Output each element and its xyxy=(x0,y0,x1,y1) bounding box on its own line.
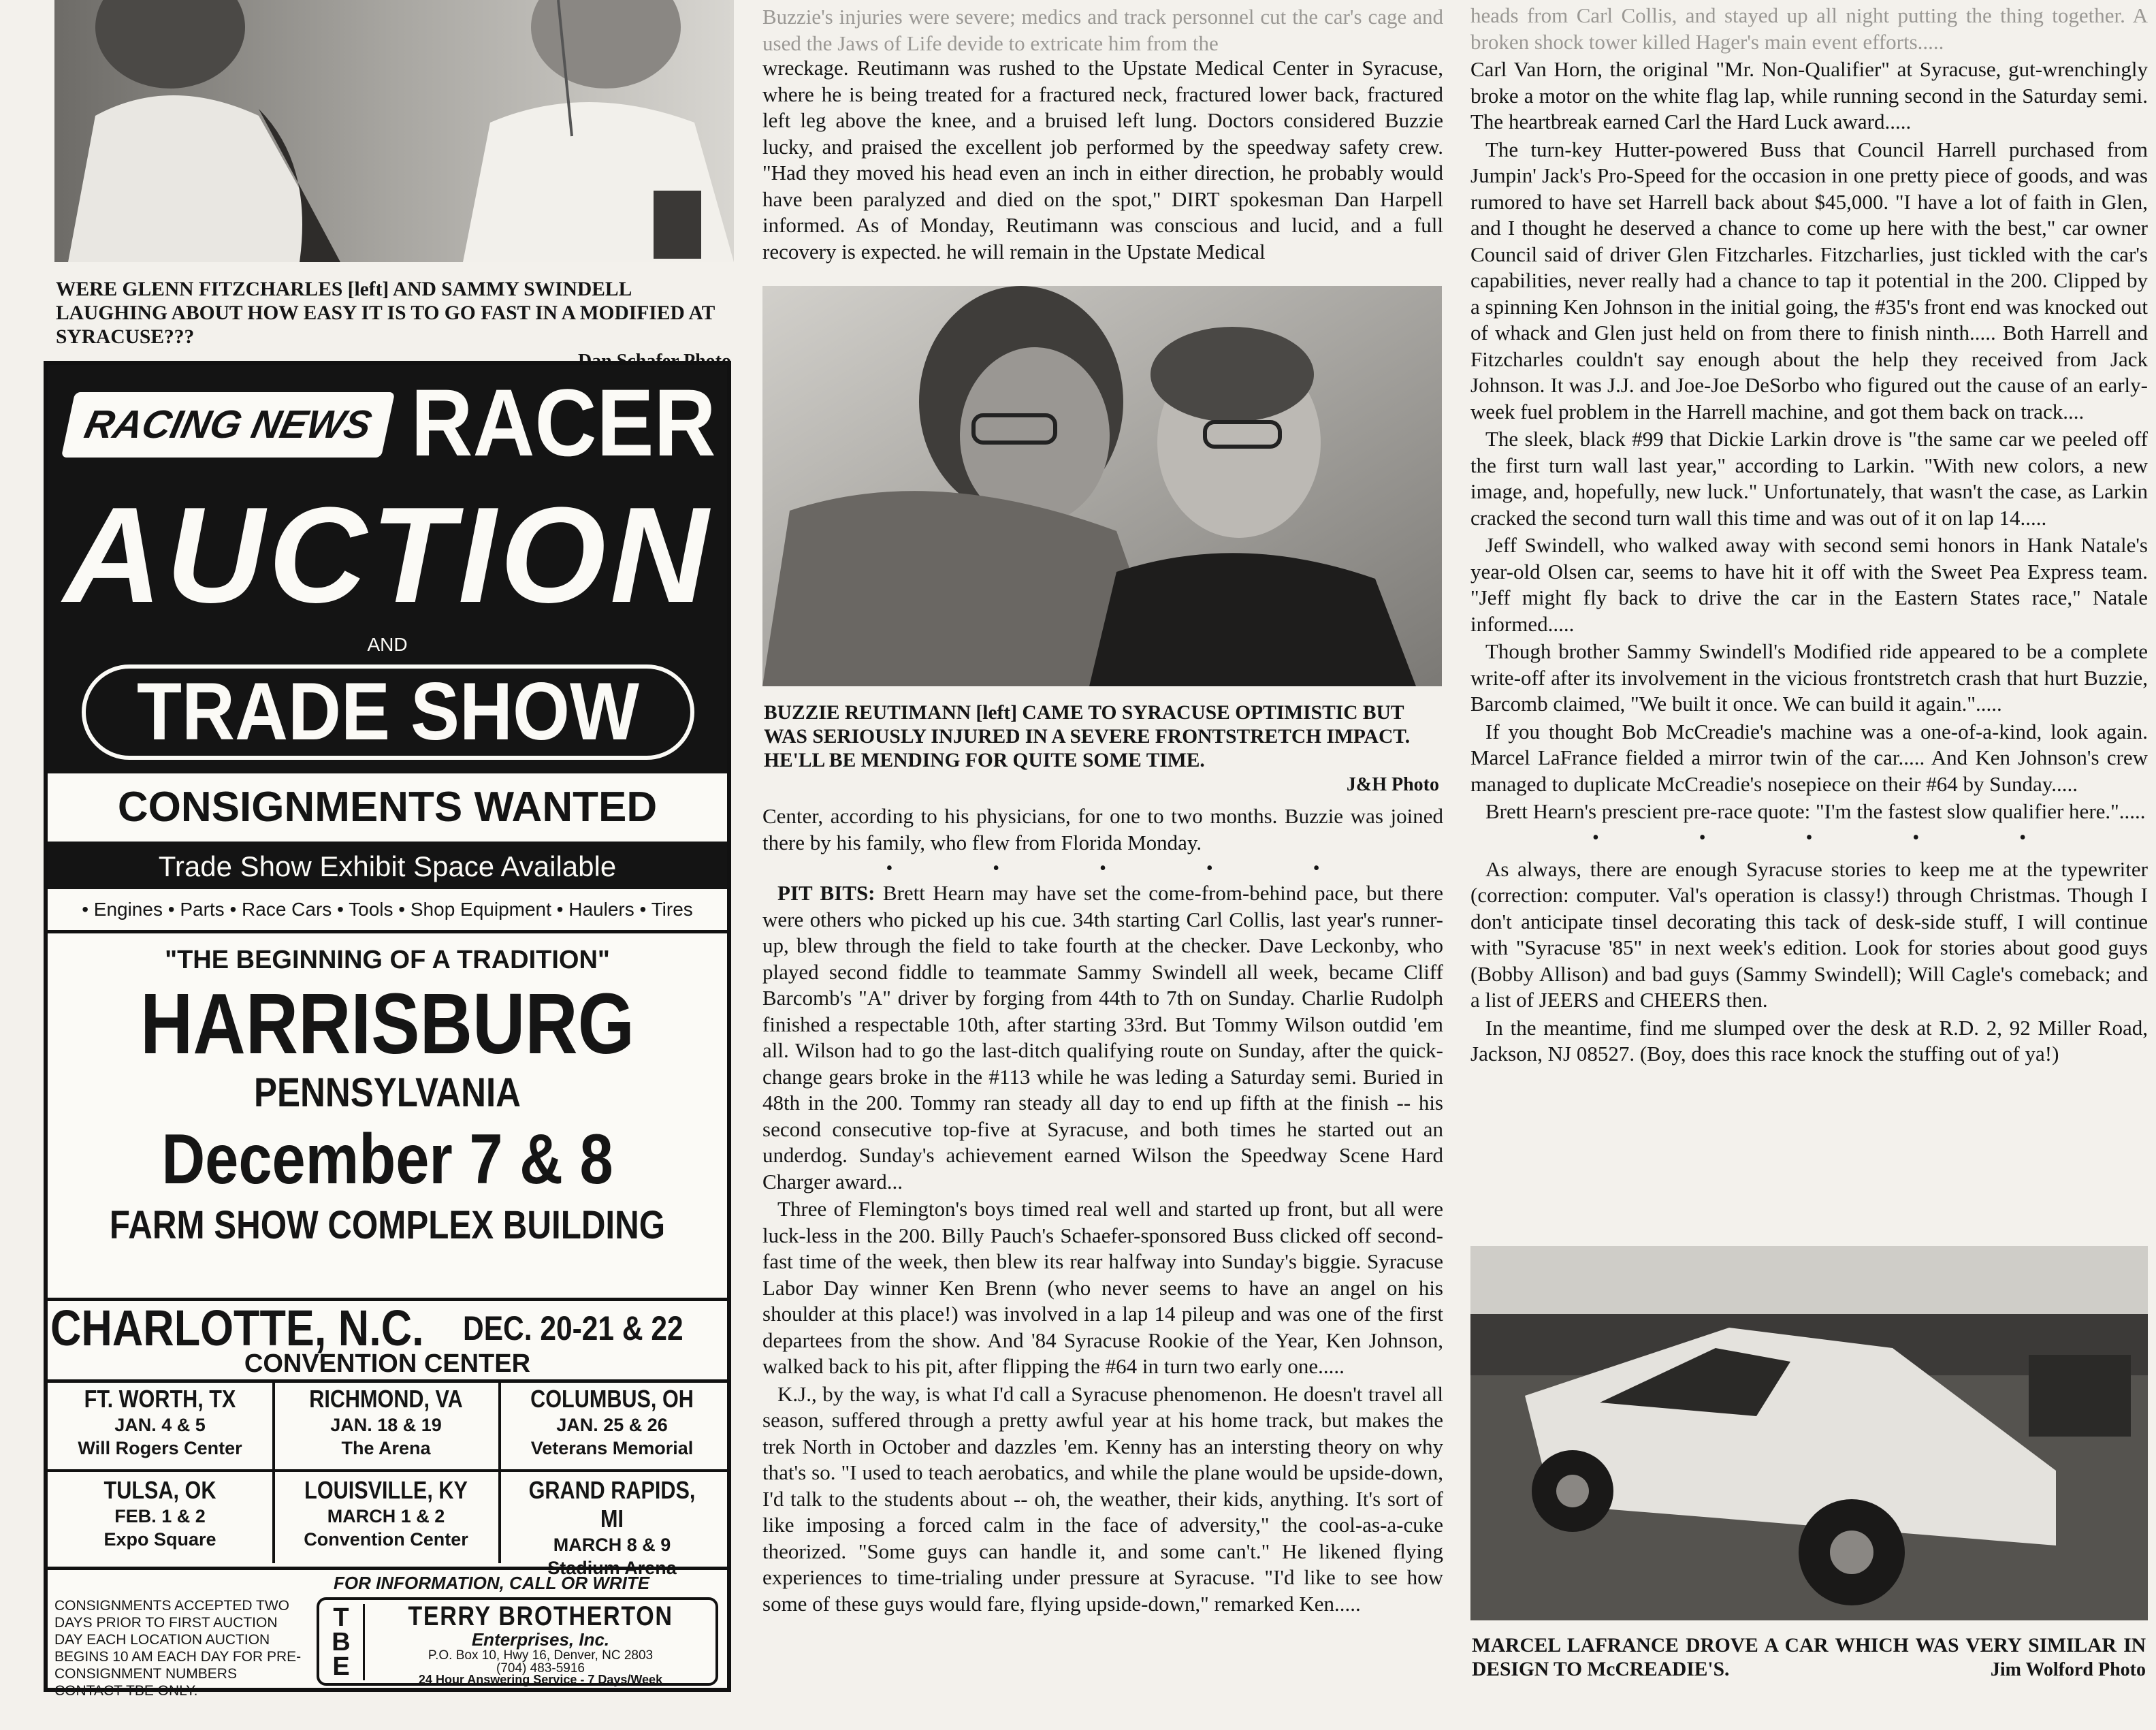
photo-credit: J&H Photo xyxy=(1346,774,1439,795)
charlotte-city: CHARLOTTE, N.C. xyxy=(50,1300,424,1356)
faded-text: heads from Carl Collis, and stayed up all night putting the thing together. A broken shock tower killed Hager's main event efforts..... xyxy=(1470,3,2148,54)
article-paragraph: K.J., by the way, is what I'd call a Syracuse phenomenon. He doesn't travel all season, suffered through a pretty awful year at his home track, but makes the trek North in October and dazzles 'em. Kenny has an intersting theory on why that's so. "I used to teach aerobatics, and while the plane would be upside-down, I'd talk to the students about -- oh, the weather, their kids, anything. It's sort of like imposing a forced calm in the face of adversity," the cool-as-a-cuke theorized. "Some guys can handle it, and some can't." He likened flying experiences to time-trialing under pressure at Syracuse. "I'd like to see how some of these guys would fare, flying upside-down," remarked Ken..... xyxy=(762,1381,1443,1616)
event-city: RICHMOND, VA xyxy=(309,1385,463,1413)
event-venue: Stadium Arena xyxy=(547,1558,677,1578)
racing-news-logo xyxy=(61,392,395,458)
consignments-text: CONSIGNMENTS WANTED xyxy=(117,784,658,831)
column-3-text xyxy=(1470,3,2148,1069)
company-address: P.O. Box 10, Hwy 16, Denver, NC 2803 xyxy=(428,1648,654,1663)
section-dots: • • • • • xyxy=(1592,827,2026,848)
caption-text: WERE GLENN FITZCHARLES [left] AND SAMMY SWINDELL LAUGHING ABOUT HOW EASY IT IS TO GO FAST IN A MODIFIED AT SYRACUSE??? xyxy=(56,278,715,348)
exhibit-space: Trade Show Exhibit Space Available xyxy=(158,850,617,882)
photo-buzzie-reutimann xyxy=(762,286,1442,686)
event-cell xyxy=(500,1385,724,1460)
article-paragraph: Carl Van Horn, the original "Mr. Non-Qualifier" at Syracuse, gut-wrenchingly broke a motor on the white flag lap, while running second in the Saturday semi. The heartbreak earned Carl the Hard Luck award..... xyxy=(1470,57,2148,133)
contact-block xyxy=(48,1567,727,1699)
article-paragraph: Three of Flemington's boys timed real well and started up front, but all were luck-less in the 200. Billy Pauch's Schaefer-sponsored Buss clicked off second-fast time of the week, then blew its rear halfway into Sunday's biggie. Syracuse Labor Day winner Ken Brenn (who never seems to have an angel on his shoulder at this place!) was involved in a lap 14 pileup and was one of the first departees from the show. And '84 Syracuse Rookie of the Year, Ken Johnson, walked back to his pit, after flipping the #64 in turn two early one..... xyxy=(762,1197,1443,1378)
event-date: JAN. 4 & 5 xyxy=(114,1415,206,1435)
event-date: MARCH 1 & 2 xyxy=(327,1506,445,1526)
company-service: 24 Hour Answering Service - 7 Days/Week xyxy=(418,1673,663,1686)
items-list: • Engines • Parts • Race Cars • Tools • Shop Equipment • Haulers • Tires xyxy=(48,889,727,933)
article-paragraph: Though brother Sammy Swindell's Modified ride appeared to be a complete write-off after its involvement in the vicious frontstretch crash that hurt Buzzie, Barcomb claimed, "We built it once. We can build it again."..... xyxy=(1470,639,2148,716)
harrisburg-dates: December 7 & 8 xyxy=(161,1120,613,1199)
article-paragraph: Center, according to his physicians, for one to two months. Buzzie was joined there by his family, who flew from Florida Monday. xyxy=(762,804,1443,854)
column-2-body xyxy=(762,803,1443,1618)
ad-header xyxy=(48,365,727,889)
faded-text: Buzzie's injuries were severe; medics and track personnel cut the car's cage and used the Jaws of Life devide to extricate him from the xyxy=(762,5,1443,55)
article-paragraph: Brett Hearn's prescient pre-race quote: "I'm the fastest slow qualifier here."..... xyxy=(1485,799,2146,823)
harrisburg-state: PENNSYLVANIA xyxy=(253,1070,521,1115)
event-venue: Convention Center xyxy=(304,1529,468,1550)
charlotte-dates: DEC. 20-21 & 22 xyxy=(463,1309,683,1347)
article-paragraph: As always, there are enough Syracuse stories to keep me at the typewriter (correction: computer. Val's operation is classy!) through Christmas. Though I don't anticipate tinsel decorating this tack of desk-side stuff, I will continue with "Syracuse '85" in next week's edition. Look for stories about good guys (Bobby Allison) and bad guys (Sammy Swindell); Will Cagle's comeback; and a list of JEERS and CHEERS then. xyxy=(1470,856,2148,1012)
charlotte-block xyxy=(48,1298,727,1383)
event-date: JAN. 18 & 19 xyxy=(330,1415,442,1435)
section-dots: • • • • • xyxy=(886,858,1320,879)
tbe-logo: TBE xyxy=(332,1603,351,1681)
caption-text: BUZZIE REUTIMANN [left] CAME TO SYRACUSE OPTIMISTIC BUT WAS SERIOUSLY INJURED IN A SEVERE FRONTSTRETCH IMPACT. HE'LL BE MENDING FOR QUITE SOME TIME. xyxy=(764,702,1411,771)
event-date: JAN. 25 & 26 xyxy=(556,1415,668,1435)
and-label: AND xyxy=(367,634,408,655)
trade-show-title xyxy=(82,664,694,760)
event-cell xyxy=(48,1476,272,1551)
info-label: FOR INFORMATION, CALL OR WRITE xyxy=(334,1573,650,1593)
event-cell xyxy=(274,1476,498,1551)
event-city: GRAND RAPIDS, MI xyxy=(528,1476,696,1533)
event-venue: Will Rogers Center xyxy=(78,1438,242,1458)
logo-text: RACING NEWS xyxy=(80,402,376,447)
event-date: MARCH 8 & 9 xyxy=(553,1535,671,1555)
consignment-note: CONSIGNMENTS ACCEPTED TWO DAYS PRIOR TO FIRST AUCTION DAY EACH LOCATION AUCTION BEGINS 10 AM EACH DAY FOR PRE-CONSIGNMENT NUMBERS CONTACT TBE ONLY. xyxy=(54,1598,302,1699)
company-name: TERRY BROTHERTON xyxy=(408,1601,673,1631)
event-cell xyxy=(274,1385,498,1460)
pit-bits-text: Brett Hearn may have set the come-from-behind pace, but there were others who picked up his cue. 34th starting Carl Collis, last year's runner-up, blew through the field to take fourth at the checker. Dave Leckonby, who played second fiddle to teammate Sammy Swindell all week, became Cliff Barcomb's "A" driver by forging from 44th to 7th on Sunday. Charlie Rudolph finished a respectable 10th, after starting 33rd. But Tommy Wilson outdid 'em all. Wilson had to go the last-ditch qualifying route on Sunday, after the quick-change gears broke in the #113 while he was leding a Saturday semi. Buried in 48th in the 200. Tommy ran steady all day to end up fifth at the finish -- his second consecutive top-five at Syracuse, and both times he started out an underdog. Sunday's achievement earned Wilson the Speedway Scene Hard Charger award... xyxy=(762,881,1443,1194)
photo3-caption xyxy=(1472,1634,2146,1682)
photo-lafrance-car xyxy=(1470,1246,2148,1620)
event-city: TULSA, OK xyxy=(103,1476,216,1504)
harrisburg-venue: FARM SHOW COMPLEX BUILDING xyxy=(109,1203,666,1247)
article-paragraph: The turn-key Hutter-powered Buss that Council Harrell purchased from Jumpin' Jack's Pro-Speed for the occasion in one pretty piece of goods, and was rumored to have set Harrell back about $45,000. "I have a lot of faith in Glen, and I thought he deserved a chance to come up here with the best," car owner Council said of driver Glen Fitzcharles. Fitzcharlies, just tickled with the car's capabilities, never really had a chance to tap it potential in the 200. Clipped by a spinning Ken Johnson in the initial going, the #35's front end was knocked out of whack and Glen just held on from there to finish ninth..... Both Harrell and Fitzcharles couldn't say enough about the help they received from Jack Johnson. It was J.J. and Joe-Joe DeSorbo who figured out the cause of an early-week fuel problem in the Harrell machine, and got them back on track.... xyxy=(1470,137,2148,423)
event-venue: Expo Square xyxy=(103,1529,216,1550)
article-paragraph: wreckage. Reutimann was rushed to the Upstate Medical Center in Syracuse, where he is being treated for a fractured neck, fractured lower back, fractured left leg above the knee, and a bruised left lung. Doctors considered Buzzie lucky, and praised the excellent job performed by the speedway safety crew. "Had they moved his head even an inch in either direction, he probably would have been paralyzed and died on the spot," DIRT spokesman Dan Harpell informed. As of Monday, Reutimann was conscious and lucid, and a full recovery is expected. he will remain in the Upstate Medical xyxy=(762,56,1443,263)
pit-bits-lead: PIT BITS: xyxy=(777,881,875,905)
column-2-top xyxy=(762,4,1443,266)
article-paragraph xyxy=(762,880,1443,1195)
event-cell xyxy=(500,1476,724,1580)
photo-credit: Jim Wolford Photo xyxy=(1990,1659,2146,1680)
company-phone: (704) 483-5916 xyxy=(496,1661,585,1676)
article-paragraph: Jeff Swindell, who walked away with second semi honors in Hank Natale's year-old Olsen car, seems to have hit it off with the Sweet Pea Express team. "Jeff might fly back to drive the car in the Eastern States race," Natale informed..... xyxy=(1470,533,2148,636)
article-paragraph: If you thought Bob McCreadie's machine was a one-of-a-kind, look again. Marcel LaFrance fielded a mirror twin of the car..... And Ken Johnson's crew managed to duplicate McCreadie's nosepiece on their #64 by Sunday..... xyxy=(1470,719,2148,796)
harrisburg-city: HARRISBURG xyxy=(140,976,634,1072)
tbe-divider xyxy=(363,1604,365,1680)
event-city: LOUISVILLE, KY xyxy=(304,1476,468,1504)
photo1-caption xyxy=(56,278,731,373)
tbe-box xyxy=(317,1597,718,1686)
event-venue: Veterans Memorial xyxy=(530,1438,694,1458)
tagline: "THE BEGINNING OF A TRADITION" xyxy=(165,946,610,974)
harrisburg-block xyxy=(48,940,727,1294)
grid-divider xyxy=(48,1469,727,1472)
article-paragraph: In the meantime, find me slumped over the desk at R.D. 2, 92 Miller Road, Jackson, NJ 08527. (Boy, does this race knock the stuffing out of ya!) xyxy=(1470,1015,2148,1066)
auction-title: AUCTION xyxy=(63,479,713,631)
consignments-box xyxy=(48,773,727,842)
trade-show-text: TRADE SHOW xyxy=(137,666,639,757)
charlotte-venue: CONVENTION CENTER xyxy=(244,1349,531,1378)
event-city: FT. WORTH, TX xyxy=(84,1385,236,1413)
photo2-caption xyxy=(764,701,1439,797)
photo-fitzcharles-swindell xyxy=(54,0,734,262)
event-venue: The Arena xyxy=(341,1438,431,1458)
article-paragraph: The sleek, black #99 that Dickie Larkin drove is "the same car we peeled off the first turn wall last year," according to Larkin. "With new colors, a new image, and, hopefully, new luck." Unfortunately, that wasn't the case, as Larkin cracked the second turn wall this time and was out of it on lap 14..... xyxy=(1470,427,2148,530)
company-suffix: Enterprises, Inc. xyxy=(471,1629,610,1650)
event-date: FEB. 1 & 2 xyxy=(114,1506,206,1526)
events-grid xyxy=(48,1379,727,1578)
auction-advertisement xyxy=(44,361,731,1699)
racer-title: RACER xyxy=(411,369,716,476)
caption-text: MARCEL LAFRANCE DROVE A CAR WHICH WAS VERY SIMILAR IN DESIGN TO McCREADIE'S. xyxy=(1472,1635,2146,1680)
event-city: COLUMBUS, OH xyxy=(530,1385,694,1413)
event-cell xyxy=(48,1385,272,1460)
